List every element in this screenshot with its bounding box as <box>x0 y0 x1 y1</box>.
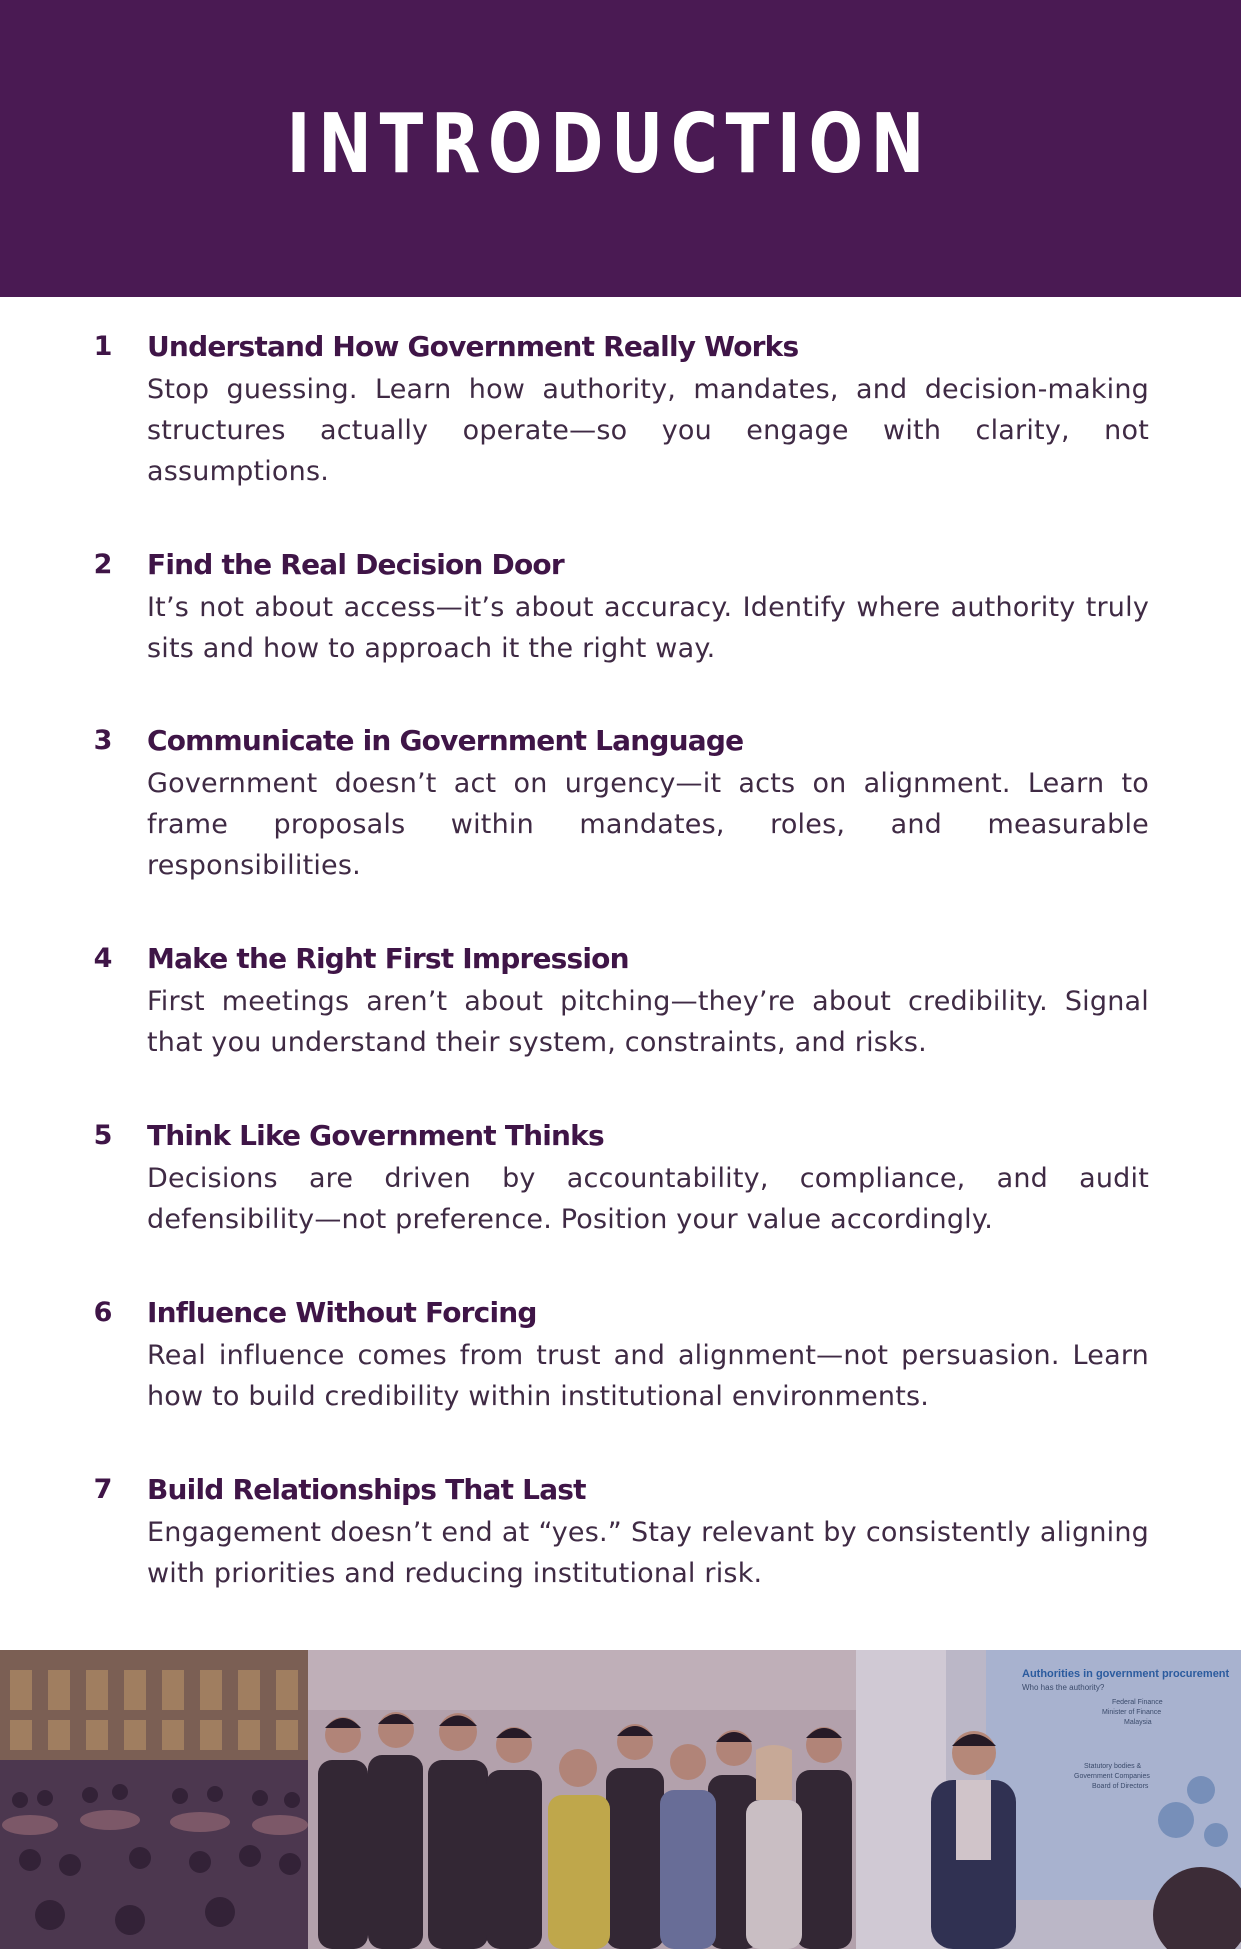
item-number: 4 <box>93 943 113 974</box>
slide-line-2: Minister of Finance <box>1102 1709 1162 1716</box>
item-title: Influence Without Forcing <box>147 1296 537 1329</box>
item-title: Make the Right First Impression <box>147 942 629 975</box>
item-number: 1 <box>93 331 113 362</box>
slide-title: Authorities in government procurement <box>1022 1668 1230 1680</box>
seminar-hall-photo <box>0 1650 308 1949</box>
slide-line-1: Federal Finance <box>1112 1699 1163 1706</box>
item-body: First meetings aren’t about pitching—they’re about credibility. Signal that you understand their system, constraints, and risks. <box>147 986 1149 1058</box>
item-number: 3 <box>93 725 113 756</box>
item-body: Government doesn’t act on urgency—it acts on alignment. Learn to frame proposals within mandates, roles, and measurable responsibilities. <box>147 768 1149 881</box>
item-title: Think Like Government Thinks <box>147 1119 604 1152</box>
item-body: Engagement doesn’t end at “yes.” Stay relevant by consistently aligning with priorities and reducing institutional risk. <box>147 1517 1149 1589</box>
item-body: It’s not about access—it’s about accuracy. Identify where authority truly sits and how to approach it the right way. <box>147 592 1149 664</box>
slide-subtitle: Who has the authority? <box>1022 1683 1105 1692</box>
item-body: Decisions are driven by accountability, compliance, and audit defensibility—not preference. Position your value accordingly. <box>147 1163 1149 1235</box>
slide-line-3: Malaysia <box>1124 1719 1152 1726</box>
item-body: Real influence comes from trust and alignment—not persuasion. Learn how to build credibility within institutional environments. <box>147 1340 1149 1412</box>
speaker-photo <box>856 1650 1241 1949</box>
item-number: 7 <box>93 1474 113 1505</box>
item-title: Find the Real Decision Door <box>147 548 564 581</box>
header-banner <box>0 0 1241 297</box>
group-photo <box>308 1650 856 1949</box>
item-number: 5 <box>93 1120 113 1151</box>
item-number: 2 <box>93 549 113 580</box>
page-title: INTRODUCTION <box>286 97 933 192</box>
photo-strip <box>0 1650 1241 1949</box>
item-body: Stop guessing. Learn how authority, mandates, and decision-making structures actually operate—so you engage with clarity, not assumptions. <box>147 374 1149 487</box>
slide-line-4: Statutory bodies & <box>1084 1763 1142 1770</box>
item-title: Communicate in Government Language <box>147 724 744 757</box>
slide-line-6: Board of Directors <box>1092 1783 1149 1790</box>
item-title: Build Relationships That Last <box>147 1473 586 1506</box>
item-title: Understand How Government Really Works <box>147 330 799 363</box>
item-number: 6 <box>93 1297 113 1328</box>
slide-line-5: Government Companies <box>1074 1773 1150 1780</box>
